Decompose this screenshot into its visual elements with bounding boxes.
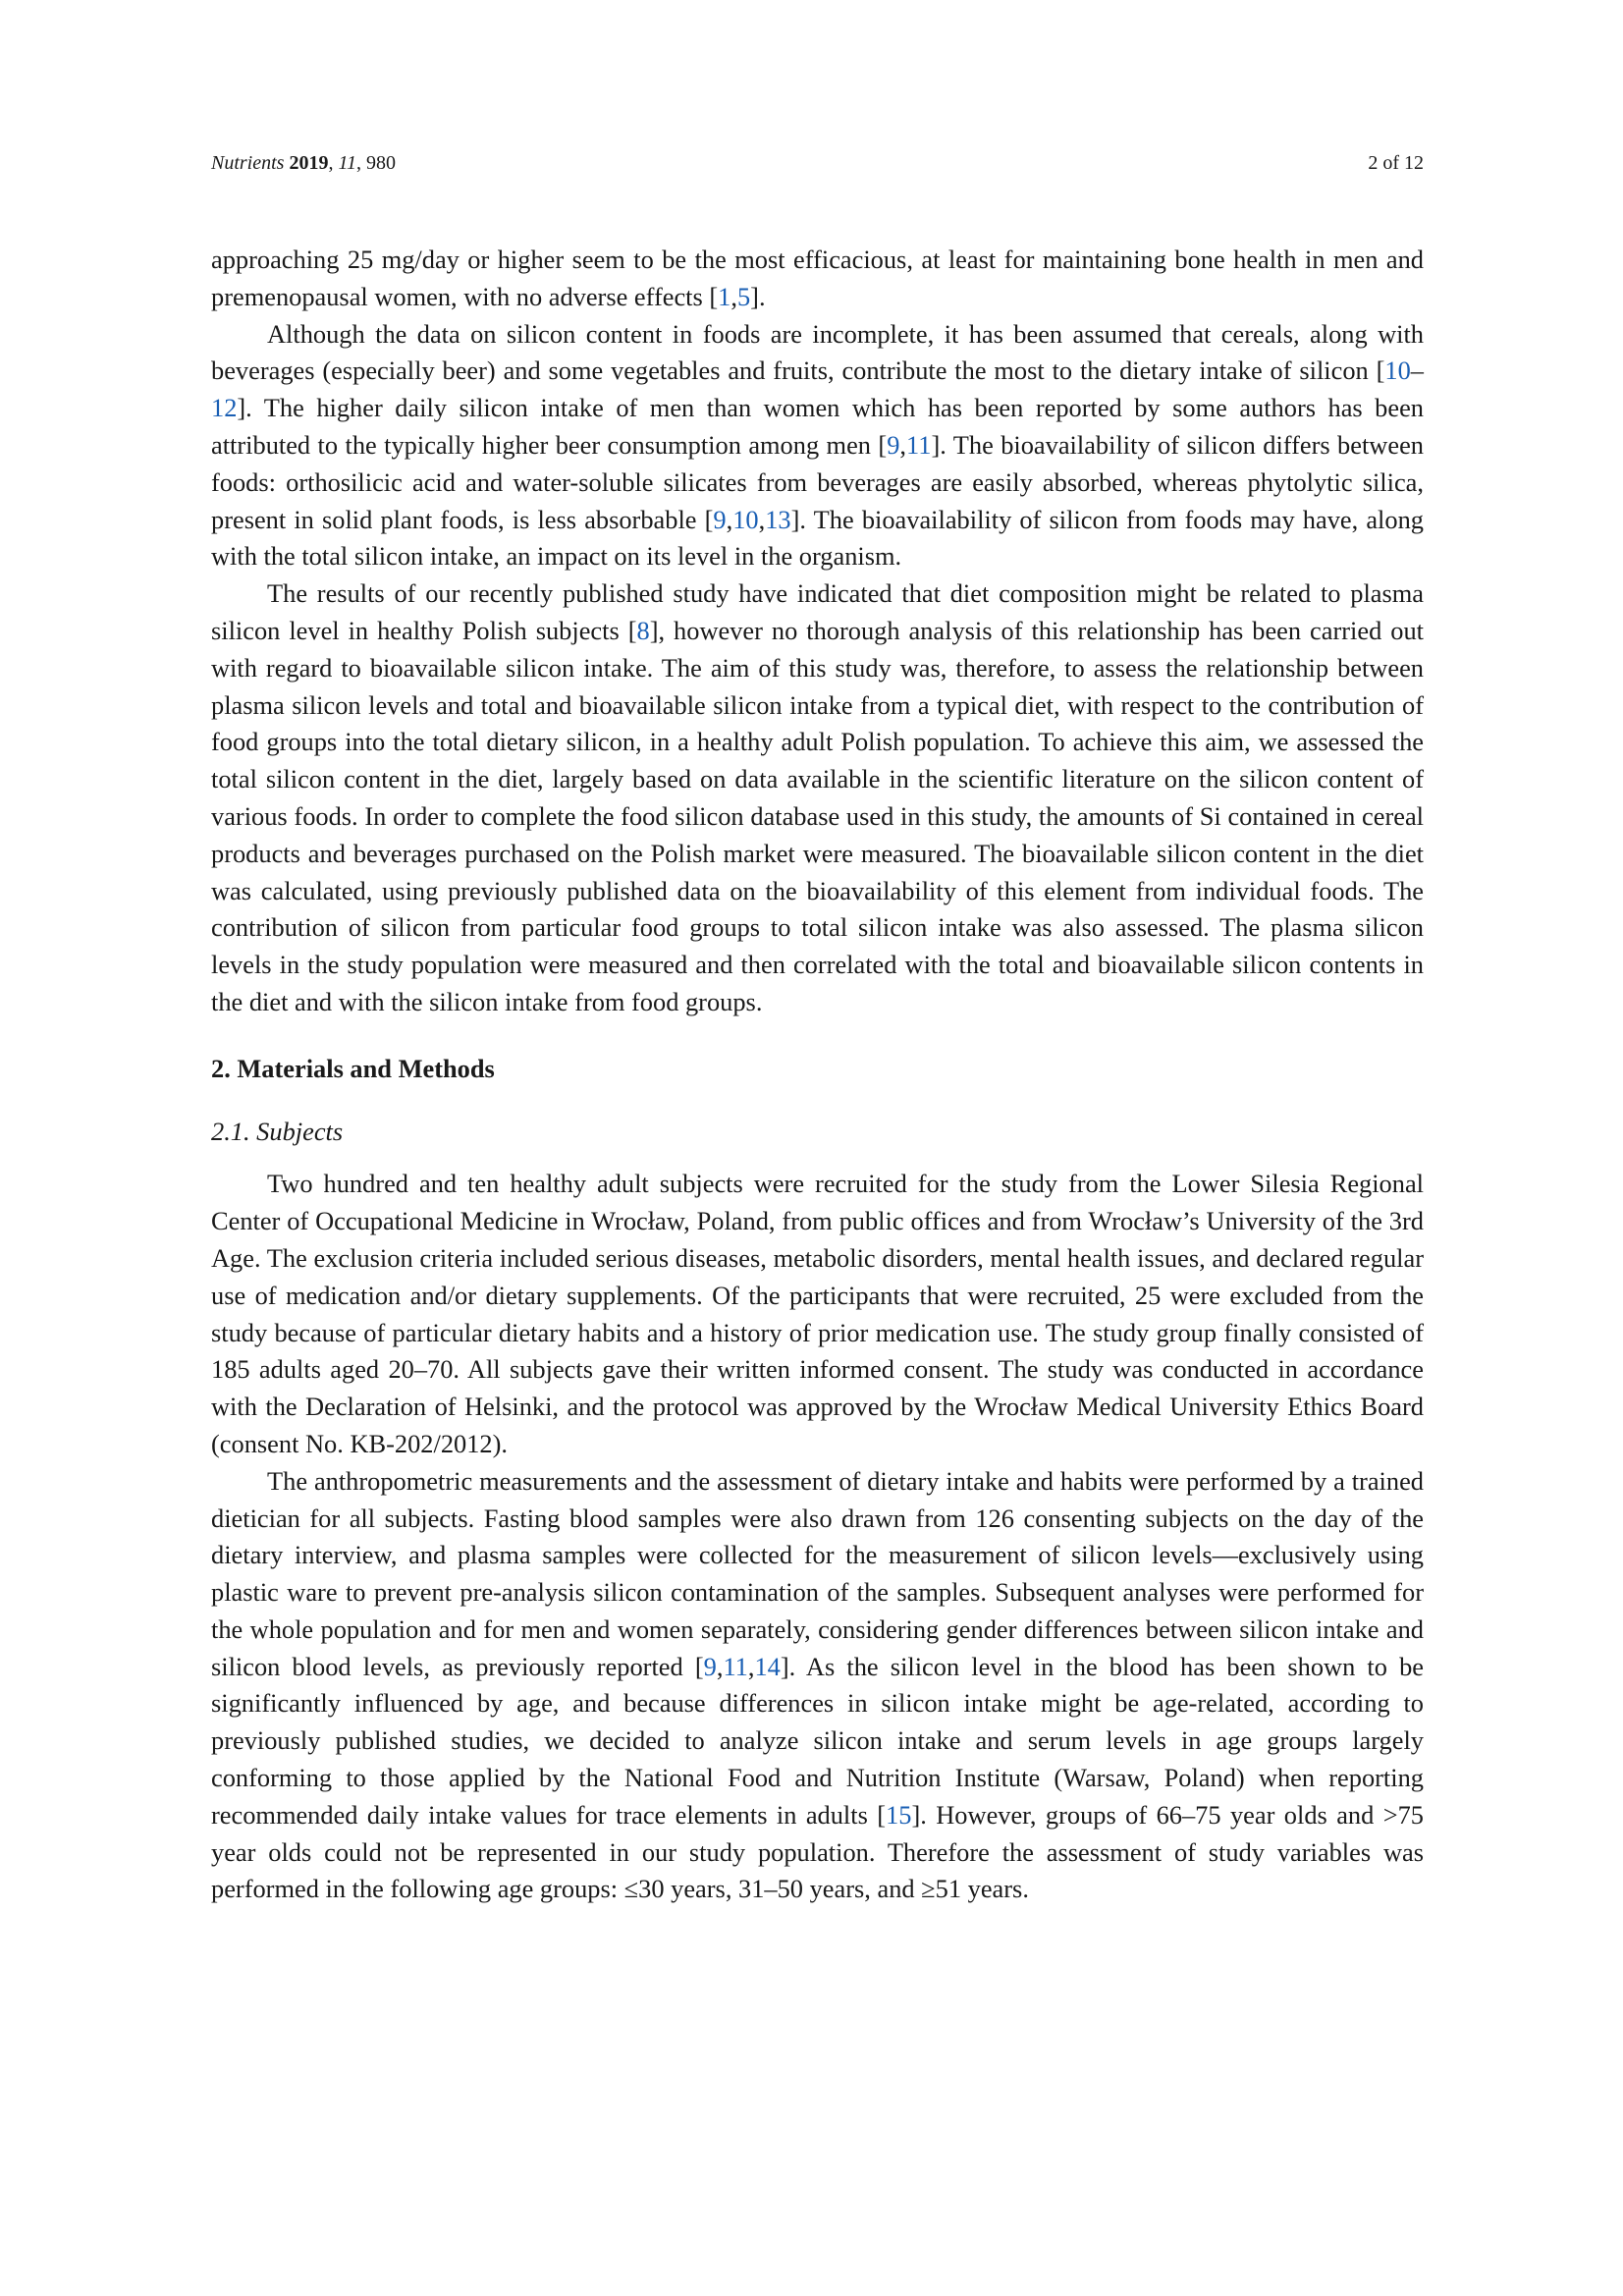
text-span: , (899, 429, 907, 460)
reference-link[interactable]: 11 (906, 429, 932, 460)
page-header (211, 152, 1424, 182)
text-span: , (716, 1651, 724, 1681)
reference-link[interactable]: 10 (732, 504, 759, 534)
text-span: , (730, 281, 737, 311)
text-span: ]. However, groups of 66–75 year olds and >75 year olds could not be represented in our study population. Therefore the assessment of study variables was performed in the following age groups: ≤30 years, 31–50 years, and ≥51 years. (211, 1799, 1424, 1904)
reference-link[interactable]: 11 (723, 1651, 748, 1681)
text-span: Although the data on silicon content in foods are incomplete, it has been assumed that cereals, along with beverages (especially beer) and some vegetables and fruits, contribute the most to the dietary intake of silicon [ (211, 318, 1424, 386)
section-heading: 2. Materials and Methods (211, 1053, 495, 1083)
text-span: ]. The higher daily silicon intake of men than women which has been reported by some authors has been attributed to the typically higher beer consumption among men [ (211, 393, 1424, 460)
page-number: 2 of 12 (1368, 152, 1424, 174)
text-span: ]. The bioavailability of silicon from foods may have, along with the total silicon intake, an impact on its level in the organism. (211, 504, 1424, 572)
text-span: Two hundred and ten healthy adult subjects were recruited for the study from the Lower Silesia Regional Center of Occupational Medicine in Wrocław, Poland, from public offices and from Wrocław’s University of the 3rd Age. The exclusion criteria included serious diseases, metabolic disorders, mental health issues, and declared regular use of medication and/or dietary supplements. Of the participants that were recruited, 25 were excluded from the study because of particular dietary habits and a history of prior medication use. The study group finally consisted of 185 adults aged 20–70. All subjects gave their written informed consent. The study was conducted in accordance with the Declaration of Helsinki, and the protocol was approved by the Wrocław Medical University Ethics Board (consent No. KB-202/2012). (211, 1169, 1424, 1458)
reference-link[interactable]: 14 (754, 1651, 781, 1681)
reference-link[interactable]: 12 (211, 393, 238, 423)
article-body (211, 242, 1424, 1908)
paragraph-2 (211, 316, 1424, 576)
reference-link[interactable]: 10 (1384, 355, 1411, 386)
reference-link[interactable]: 9 (887, 429, 900, 460)
reference-link[interactable]: 13 (765, 504, 791, 534)
journal-volume: 11 (338, 152, 356, 174)
paragraph-3 (211, 575, 1424, 1021)
text-span: ]. (750, 281, 766, 311)
article-number: , 980 (355, 152, 396, 174)
subsection-heading: 2.1. Subjects (211, 1116, 344, 1146)
reference-link[interactable]: 15 (886, 1799, 912, 1830)
text-span: approaching 25 mg/day or higher seem to be the most efficacious, at least for maintaining bone health in men and premenopausal women, with no adverse effects [ (211, 245, 1424, 311)
paragraph-4 (211, 1166, 1424, 1462)
journal-year: 2019 (289, 152, 329, 174)
text-span: ]. The bioavailability of silicon differs between foods: orthosilicic acid and water-soluble silicates from beverages are easily absorbed, whereas phytolytic silica, present in solid plant foods, is less absorbable [ (211, 429, 1424, 534)
reference-link[interactable]: 9 (703, 1651, 717, 1681)
text-span: The anthropometric measurements and the assessment of dietary intake and habits were performed by a trained dietician for all subjects. Fasting blood samples were also drawn from 126 consenting subjects on the day of the dietary interview, and plasma samples were collected for the measurement of silicon levels—exclusively using plastic ware to prevent pre-analysis silicon contamination of the samples. Subsequent analyses were performed for the whole population and for men and women separately, considering gender differences between silicon intake and silicon blood levels, as previously reported [ (211, 1465, 1424, 1681)
text-span: The results of our recently published study have indicated that diet composition might be related to plasma silicon level in healthy Polish subjects [ (211, 578, 1424, 645)
reference-link[interactable]: 5 (736, 281, 751, 311)
journal-name: Nutrients (211, 152, 285, 174)
text-span: , (726, 504, 733, 534)
text-span: , (747, 1651, 755, 1681)
text-span: ]. As the silicon level in the blood has been shown to be significantly influenced by age, and because differences in silicon intake might be age-related, according to previously published studies, we decided to analyze silicon intake and serum levels in age groups largely conforming to those applied by the National Food and Nutrition Institute (Warsaw, Poland) when reporting recommended daily intake values for trace elements in adults [ (211, 1651, 1424, 1830)
reference-link[interactable]: 1 (718, 281, 731, 311)
text-span: , (758, 504, 766, 534)
text-span: – (1410, 355, 1424, 386)
paragraph-1 (211, 242, 1424, 316)
text-span: ], however no thorough analysis of this relationship has been carried out with regard to bioavailable silicon intake. The aim of this study was, therefore, to assess the relationship between plasma silicon levels and total and bioavailable silicon intake from a typical diet, with respect to the contribution of food groups into the total dietary silicon, in a healthy adult Polish population. To achieve this aim, we assessed the total silicon content in the diet, largely based on data available in the scientific literature on the silicon content of various foods. In order to complete the food silicon database used in this study, the amounts of Si contained in cereal products and beverages purchased on the Polish market were measured. The bioavailable silicon content in the diet was calculated, using previously published data on the bioavailability of this element from individual foods. The contribution of silicon from particular food groups to total silicon intake was also assessed. The plasma silicon levels in the study population were measured and then correlated with the total and bioavailable silicon contents in the diet and with the silicon intake from food groups. (211, 615, 1424, 1016)
paragraph-5 (211, 1463, 1424, 1909)
reference-link[interactable]: 8 (636, 615, 650, 645)
journal-citation: Nutrients 2019, 11, 980 (211, 152, 396, 174)
reference-link[interactable]: 9 (713, 504, 727, 534)
